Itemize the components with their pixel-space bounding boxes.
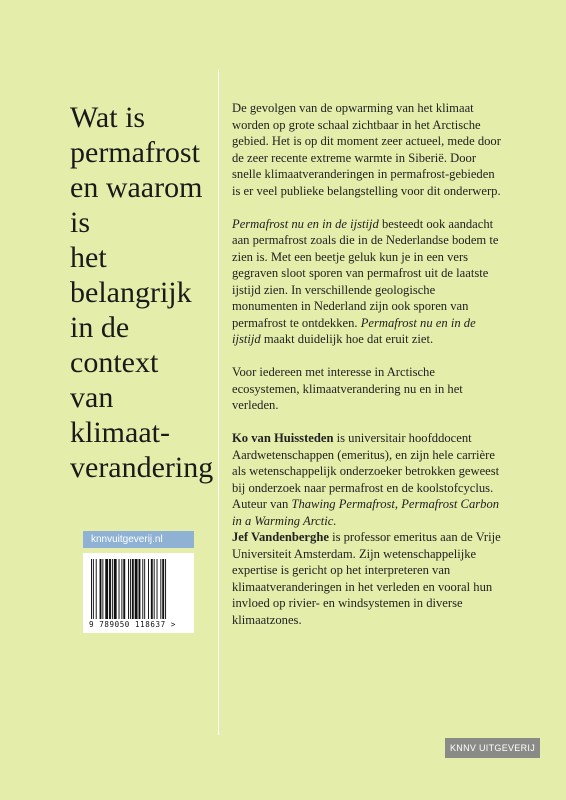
author-book-title: Thawing Permafrost, Permafrost Carbon in a Warming Arctic. [232,497,500,528]
barcode-bar [162,559,164,619]
barcode-bar [139,559,141,619]
barcode-bar [130,559,131,619]
headline-line: het belangrijk [70,241,192,309]
barcode-bar [112,559,113,619]
barcode-bar [148,559,149,619]
barcode-bar [96,559,97,619]
barcode-bar [109,559,111,619]
publisher-logo: KNNV UITGEVERIJ [445,738,540,758]
book-title: Permafrost nu en in de ijstijd [232,315,476,346]
headline-line: permafrost [70,136,200,169]
barcode-icon [89,559,188,619]
headline-line: Wat is [70,101,146,134]
book-title: Permafrost nu en in de ijstijd [232,216,379,231]
headline-line: verandering [70,451,214,484]
headline [70,100,214,485]
barcode-bar [123,559,125,619]
author-name: Jef Vandenberghe [232,530,329,544]
author-bio: is professor emeritus aan de Vrije Universiteit Amsterdam. Zijn wetenschappelijke expertise is gericht op het interpreteren van klimaatveranderingen in het verleden en vooral hun invloed op rivier- en windsystemen in diverse klimaatzones. [232,530,501,627]
book-paragraph-text: besteedt ook aandacht aan permafrost zoals die in de Nederlandse bodem te zien is. Met een beetje geluk kun je in een vers gegraven sloot sporen van permafrost uit de laatste ijstijd zien. In verschillende geologische monumenten in Nederland zijn ook sporen van permafrost te ontdekken. [232,216,499,330]
headline-line: van klimaat- [70,381,170,449]
barcode-bar [128,559,129,619]
audience-paragraph: Voor iedereen met interesse in Arctische ecosystemen, klimaatverandering nu en in het verleden. [232,365,463,412]
barcode-bar [154,559,155,619]
website-label: knnvuitgeverij.nl [83,531,194,548]
barcode-digits: 9 789050 118637 > [89,620,176,629]
barcode-bar [114,559,117,619]
intro-paragraph: De gevolgen van de opwarming van het klimaat worden op grote schaal zichtbaar in het Arctische gebied. Het is op dit moment zeer actueel, mede door de zeer recente extreme warmte in Siberië. Door snelle klimaatveranderingen in permafrost-gebieden is er veel publieke belangstelling voor dit onderwerp. [232,101,501,198]
author-name: Ko van Huissteden [232,431,334,445]
barcode-bar [157,559,158,619]
authors-paragraph [232,430,502,628]
barcode-bar [91,559,92,619]
barcode-bar [160,559,161,619]
barcode-bar [151,559,153,619]
barcode-bar [93,559,94,619]
barcode-bar [144,559,145,619]
column-divider [218,70,219,735]
barcode-bar [135,559,138,619]
isbn-barcode [83,553,194,633]
book-paragraph-text: maakt duidelijk hoe dat eruit ziet. [260,332,434,346]
headline-line: en waarom is [70,171,203,239]
author-bio: is universitair hoofddocent Aardwetenschappen (emeritus), en zijn hele carrière als wetenschappelijk onderzoeker betrokken geweest bij onderzoek naar permafrost en de koolstofcyclus. Auteur van [232,431,500,511]
barcode-bar [121,559,122,619]
barcode-bar [165,559,166,619]
headline-line: in de context [70,311,159,379]
barcode-bar [102,559,103,619]
barcode-bar [119,559,120,619]
barcode-bar [105,559,108,619]
barcode-bar [100,559,102,619]
barcode-bar [132,559,134,619]
blurb-column [232,100,502,628]
barcode-bar [142,559,143,619]
book-paragraph [232,216,502,348]
